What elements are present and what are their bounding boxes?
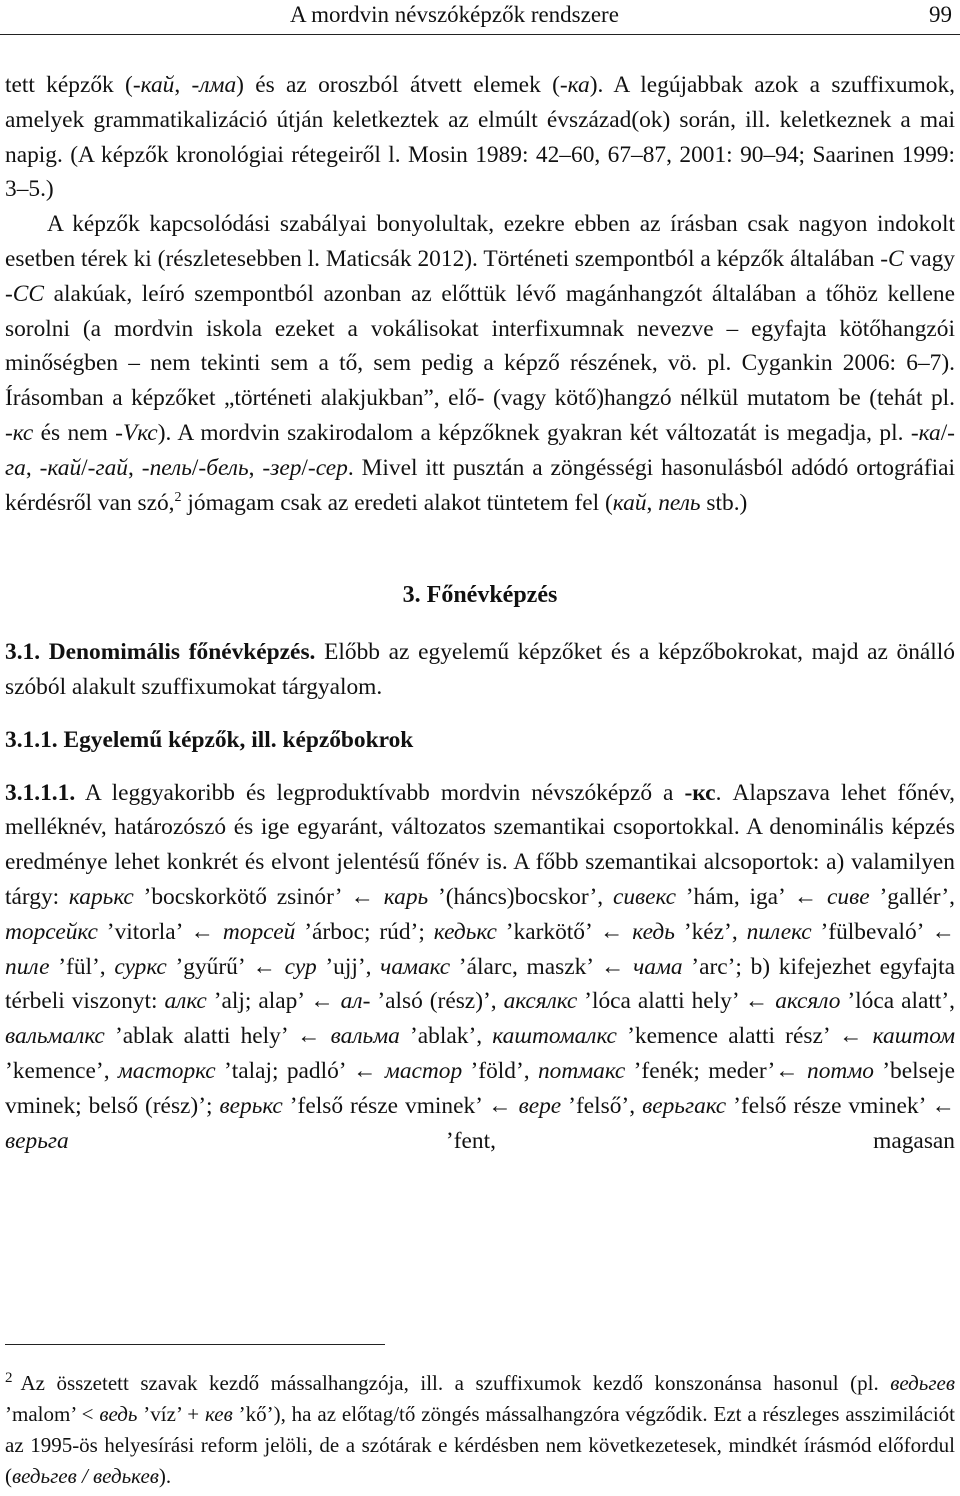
footnote-rule bbox=[5, 1344, 385, 1345]
page-number: 99 bbox=[929, 2, 952, 27]
subsection-3-1-1-1: 3.1.1.1. A leggyakoribb és legproduktívabb mordvin névszóképző a -кс. Alapszava lehet főnév, melléknév, határozószó és ige egyaránt, változatos szemantikai csoportokkal. A denominális képzés eredménye lehet konkrét és elvont jelentésű főnév is. A főbb szemantikai alcsoportok: a) valamilyen tárgy: карькс ’bocskorkötő zsinór’ ← карь ’(háncs)bocskor’, сивекс ’hám, iga’ ← сиве ’gallér’, торсейкс ’vitorla’ ← торсей ’árboc; rúd’; кедькс ’karkötő’ ← кедь ’kéz’, пилекс ’fülbevaló’ ← пиле ’fül’, суркс ’gyűrű’ ← сур ’ujj’, чамакс ’álarc, maszk’ ← чама ’arc’; b) kifejezhet egyfajta térbeli viszonyt: алкс ’alj; alap’ ← ал- ’alsó (rész)’, аксялкс ’lóca alatti hely’ ← аксяло ’lóca alatt’, вальмалкс ’ablak alatti hely’ ← вальма ’ablak’, каштомалкс ’kemence alatti rész’ ← каштом ’kemence’, масторкс ’talaj; padló’ ← мастор ’föld’, потмакс ’fenék; meder’← потмо ’belseje vminek; belső (rész)’; верькс ’felső része vminek’ ← вере ’felső’, верьгакс ’felső része vminek’ ← верьга ’fent, magasan bbox=[5, 779, 956, 1154]
paragraph-2: A képzők kapcsolódási szabályai bonyolultak, ezekre ebben az írásban csak nagyon indokolt esetben térek ki (részletesebben l. Maticsák 2012). Történeti szempontból a képzők általában -C vagy -CC alakúak, leíró szempontból azonban az előttük lévő magánhangzót általában a tőhöz kellene sorolni (a mordvin iskola ezeket a vokálisokat interfixumnak nevezve – egyfajta kötőhangzói minőségben – nem tekinti sem a tő, sem pedig a képző részének, vö. pl. Cygankin 2006: 6–7). Írásomban a képzőket „történeti alakjukban”, elő- (vagy kötő)hangzó nélkül mutatom be (tehát pl. -кс és nem -Vкс). A mordvin szakirodalom a képzőknek gyakran két változatát is megadja, pl. -ка/-га, -кай/-гай, -пель/-бель, -зер/-сер. Mivel itt pusztán a zöngésségi hasonulásból adódó ortográfiai kérdésről van szó,$^2$ jómagam csak az eredeti alakot tüntetem fel (кай, пель stb.) bbox=[5, 211, 955, 516]
paragraph-1: tett képzők (-кай, -лма) és az oroszból átvett elemek (-ка). A legújabbak azok a szuffixumok, amelyek grammatikalizáció útján keletkeztek az elmúlt évszázad(ok) során, ill. keletkeznek a mai napig. (A képzők kronológiai rétegeiről l. Mosin 1989: 42–60, 67–87, 2001: 90–94; Saarinen 1999: 3–5.) bbox=[5, 72, 956, 203]
running-header bbox=[0, 0, 960, 35]
footnote-number: 2 bbox=[5, 1370, 13, 1386]
subsection-3-1-heading: 3.1. Denomimális főnévképzés. bbox=[5, 639, 316, 666]
subsection-3-1-1-heading: 3.1.1. Egyelemű képzők, ill. képzőbokrok bbox=[5, 726, 414, 753]
subsection-3-1: 3.1. Denomimális főnévképzés. Előbb az egyelemű képzőket és a képzőbokrokat, majd az önálló szóból alakult szuffixumokat tárgyalom. bbox=[5, 639, 956, 700]
section-heading: 3. Főnévképzés bbox=[402, 582, 558, 609]
running-title: A mordvin névszóképzők rendszere bbox=[290, 2, 619, 27]
main-text bbox=[5, 68, 955, 1158]
footnote: $^2$ Az összetett szavak kezdő mássalhangzója, ill. a szuffixumok kezdő konszonánsa hasonul (pl. ведьгев ’malom’ < ведь ’víz’ + кев ’kő’), ha az előtag/tő zöngés mássalhangzóra végződik. Ezt a részleges asszimilációt az 1995-ös helyesírási reform jelöli, de a szótárak e kérdésben nem következetesek, mindkét írásmód előfordul (ведьгев / ведькев). bbox=[5, 1370, 955, 1488]
footnote-ref[interactable]: 2 bbox=[174, 489, 182, 505]
